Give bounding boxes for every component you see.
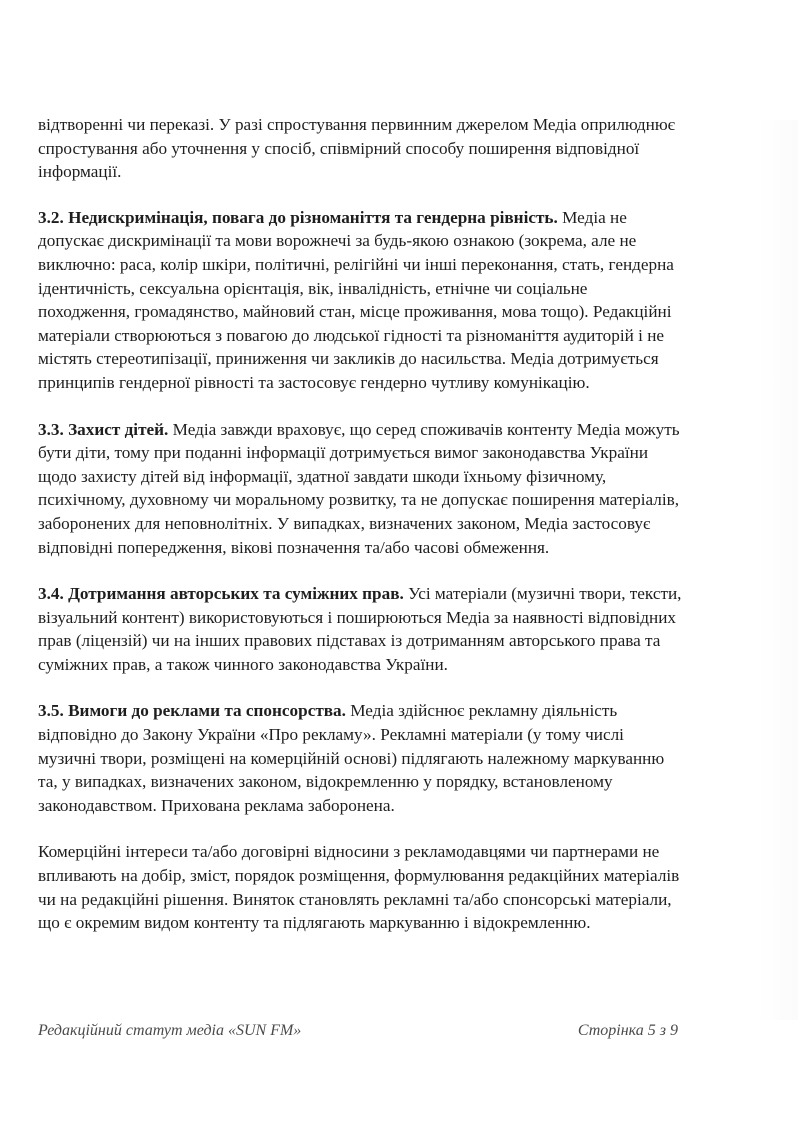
section-3-2-body: Медіа не допускає дискримінації та мови ворожнечі за будь-якою ознакою (зокрема, але не виключно: раса, колір шкіри, політичні, релігійні чи інші переконання, стать, гендерна ідентичність, сексуальна орієнтація, вік, інвалідність, етнічне чи соціальне походження, громадянство, майновий стан, місце проживання, мова тощо). Редакційні матеріали створюються з повагою до людської гідності та різноманіття аудиторій і не містять стереотипізації, приниження чи закликів до насильства. Медіа дотримується принципів гендерної рівності та застосовує гендерно чутливу комунікацію. <box>38 207 674 392</box>
section-3-2-heading: 3.2. Недискримінація, повага до різноманіття та гендерна рівність. <box>38 207 558 227</box>
footer-page-number: Сторінка 5 з 9 <box>577 1022 678 1039</box>
section-3-3-body: Медіа завжди враховує, що серед споживачів контенту Медіа можуть бути діти, тому при поданні інформації дотримується вимог законодавства України щодо захисту дітей від інформації, здатної завдати шкоди їхньому фізичному, психічному, духовному чи моральному розвитку, та не допускає поширення матеріалів, заборонених для неповнолітніх. У випадках, визначених законом, Медіа застосовує відповідні попередження, вікові позначення та/або часові обмеження. <box>38 419 680 557</box>
section-3-4-heading: 3.4. Дотримання авторських та суміжних прав. <box>38 584 404 604</box>
section-3-2 <box>38 206 683 395</box>
section-3-3 <box>38 418 683 560</box>
section-3-5-body: Медіа здійснює рекламну діяльність відповідно до Закону України «Про рекламу». Рекламні матеріали (у тому числі музичні твори, розміщені на комерційній основі) підлягають належному маркуванню та, у випадках, визначених законом, відокремленню у порядку, встановленому законодавством. Прихована реклама заборонена. <box>38 701 665 815</box>
section-3-4-body: Усі матеріали (музичні твори, тексти, візуальний контент) використовуються і поширюються Медіа за наявності відповідних прав (ліцензій) чи на інших правових підставах із дотриманням авторського права та суміжних прав, а також чинного законодавства України. <box>38 584 682 674</box>
section-3-5-heading: 3.5. Вимоги до реклами та спонсорства. <box>38 701 346 721</box>
section-3-5 <box>38 699 683 817</box>
intro-paragraph: відтворенні чи переказі. У разі спростування первинним джерелом Медіа оприлюднює спростування або уточнення у спосіб, співмірний способу поширення відповідної інформації. <box>38 115 676 182</box>
section-3-4 <box>38 582 683 676</box>
scan-bleed-edge <box>758 120 798 1020</box>
closing-paragraph: Комерційні інтереси та/або договірні відносини з рекламодавцями чи партнерами не впливають на добір, зміст, порядок розміщення, формулювання редакційних матеріалів чи на редакційні рішення. Виняток становлять рекламні та/або спонсорські матеріали, що є окремим видом контенту та підлягають маркуванню і відокремленню. <box>38 842 680 933</box>
footer-document-title: Редакційний статут медіа «SUN FM» <box>38 1022 302 1039</box>
document-body <box>38 113 683 958</box>
section-3-3-heading: 3.3. Захист дітей. <box>38 419 169 439</box>
